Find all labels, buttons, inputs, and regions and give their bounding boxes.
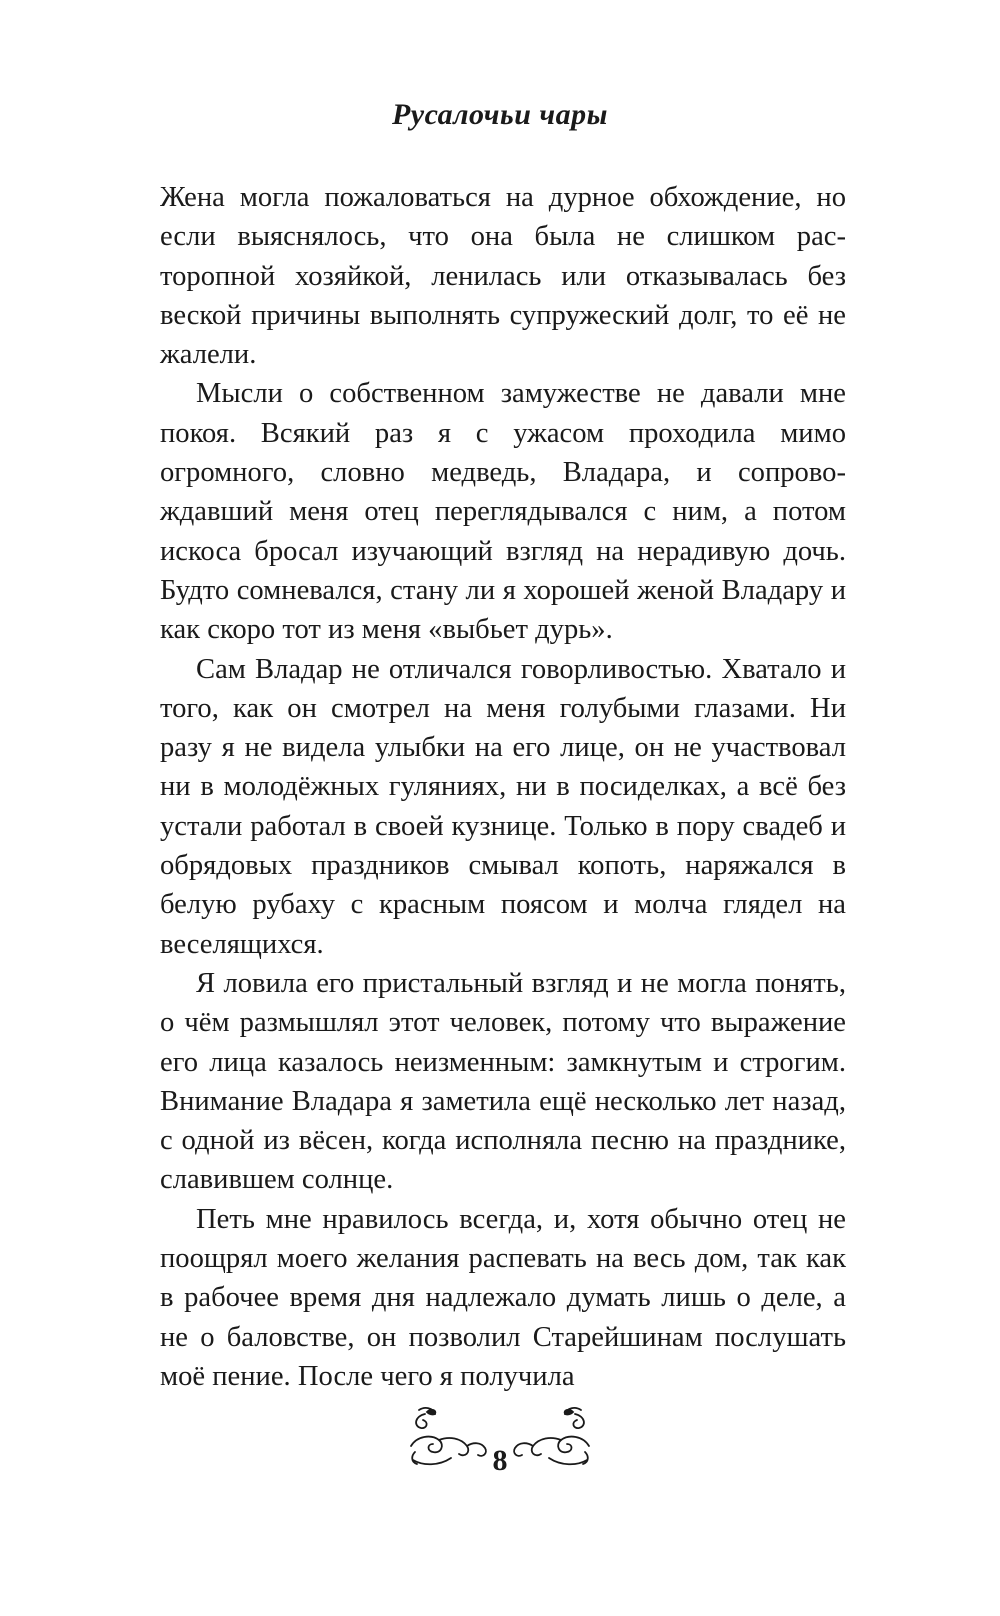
body-text <box>160 178 846 1396</box>
paragraph: Жена могла пожаловаться на дурное обхождение, но если выяснялось, что она была не слишком расторопной хозяйкой, ленилась или отказывалась без веской причины выполнять супружеский долг, то её не жалели. <box>160 182 846 371</box>
paragraph: Мысли о собственном замужестве не давали мне покоя. Всякий раз я с ужасом проходила мимо огромного, словно медведь, Владара, и сопровождавший меня отец переглядывался с ним, а потом искоса бросал изучающий взгляд на нерадивую дочь. Будто сомневался, стану ли я хорошей женой Владару и как скоро тот из меня «выбьет дурь». <box>160 378 846 646</box>
paragraph: Петь мне нравилось всегда, и, хотя обычно отец не поощрял моего желания распевать на весь дом, так как в рабочее время дня надлежало думать лишь о деле, а не о баловстве, он позволил Старейшинам послушать моё пение. После чего я получила <box>160 1203 846 1392</box>
running-title: Русалочьи чары <box>391 98 608 131</box>
paragraph: Я ловила его пристальный взгляд и не могла понять, о чём размышлял этот человек, потому что выражение его лица казалось неизменным: замкнутым и строгим. Внимание Владара я заметила ещё несколько лет назад, с одной из вёсен, когда исполняла песню на празднике, славившем солнце. <box>160 967 846 1196</box>
paragraph: Сам Владар не отличался говорливостью. Хватало и того, как он смотрел на меня голубыми глазами. Ни разу я не видела улыбки на его лице, он не участвовал ни в молодёжных гуляниях, ни в посиделках, а всё без устали работал в своей кузнице. Только в пору свадеб и обрядовых праздников смывал копоть, наряжался в белую рубаху с красным поясом и молча глядел на веселящихся. <box>160 653 846 960</box>
page-number: 8 <box>492 1444 508 1477</box>
